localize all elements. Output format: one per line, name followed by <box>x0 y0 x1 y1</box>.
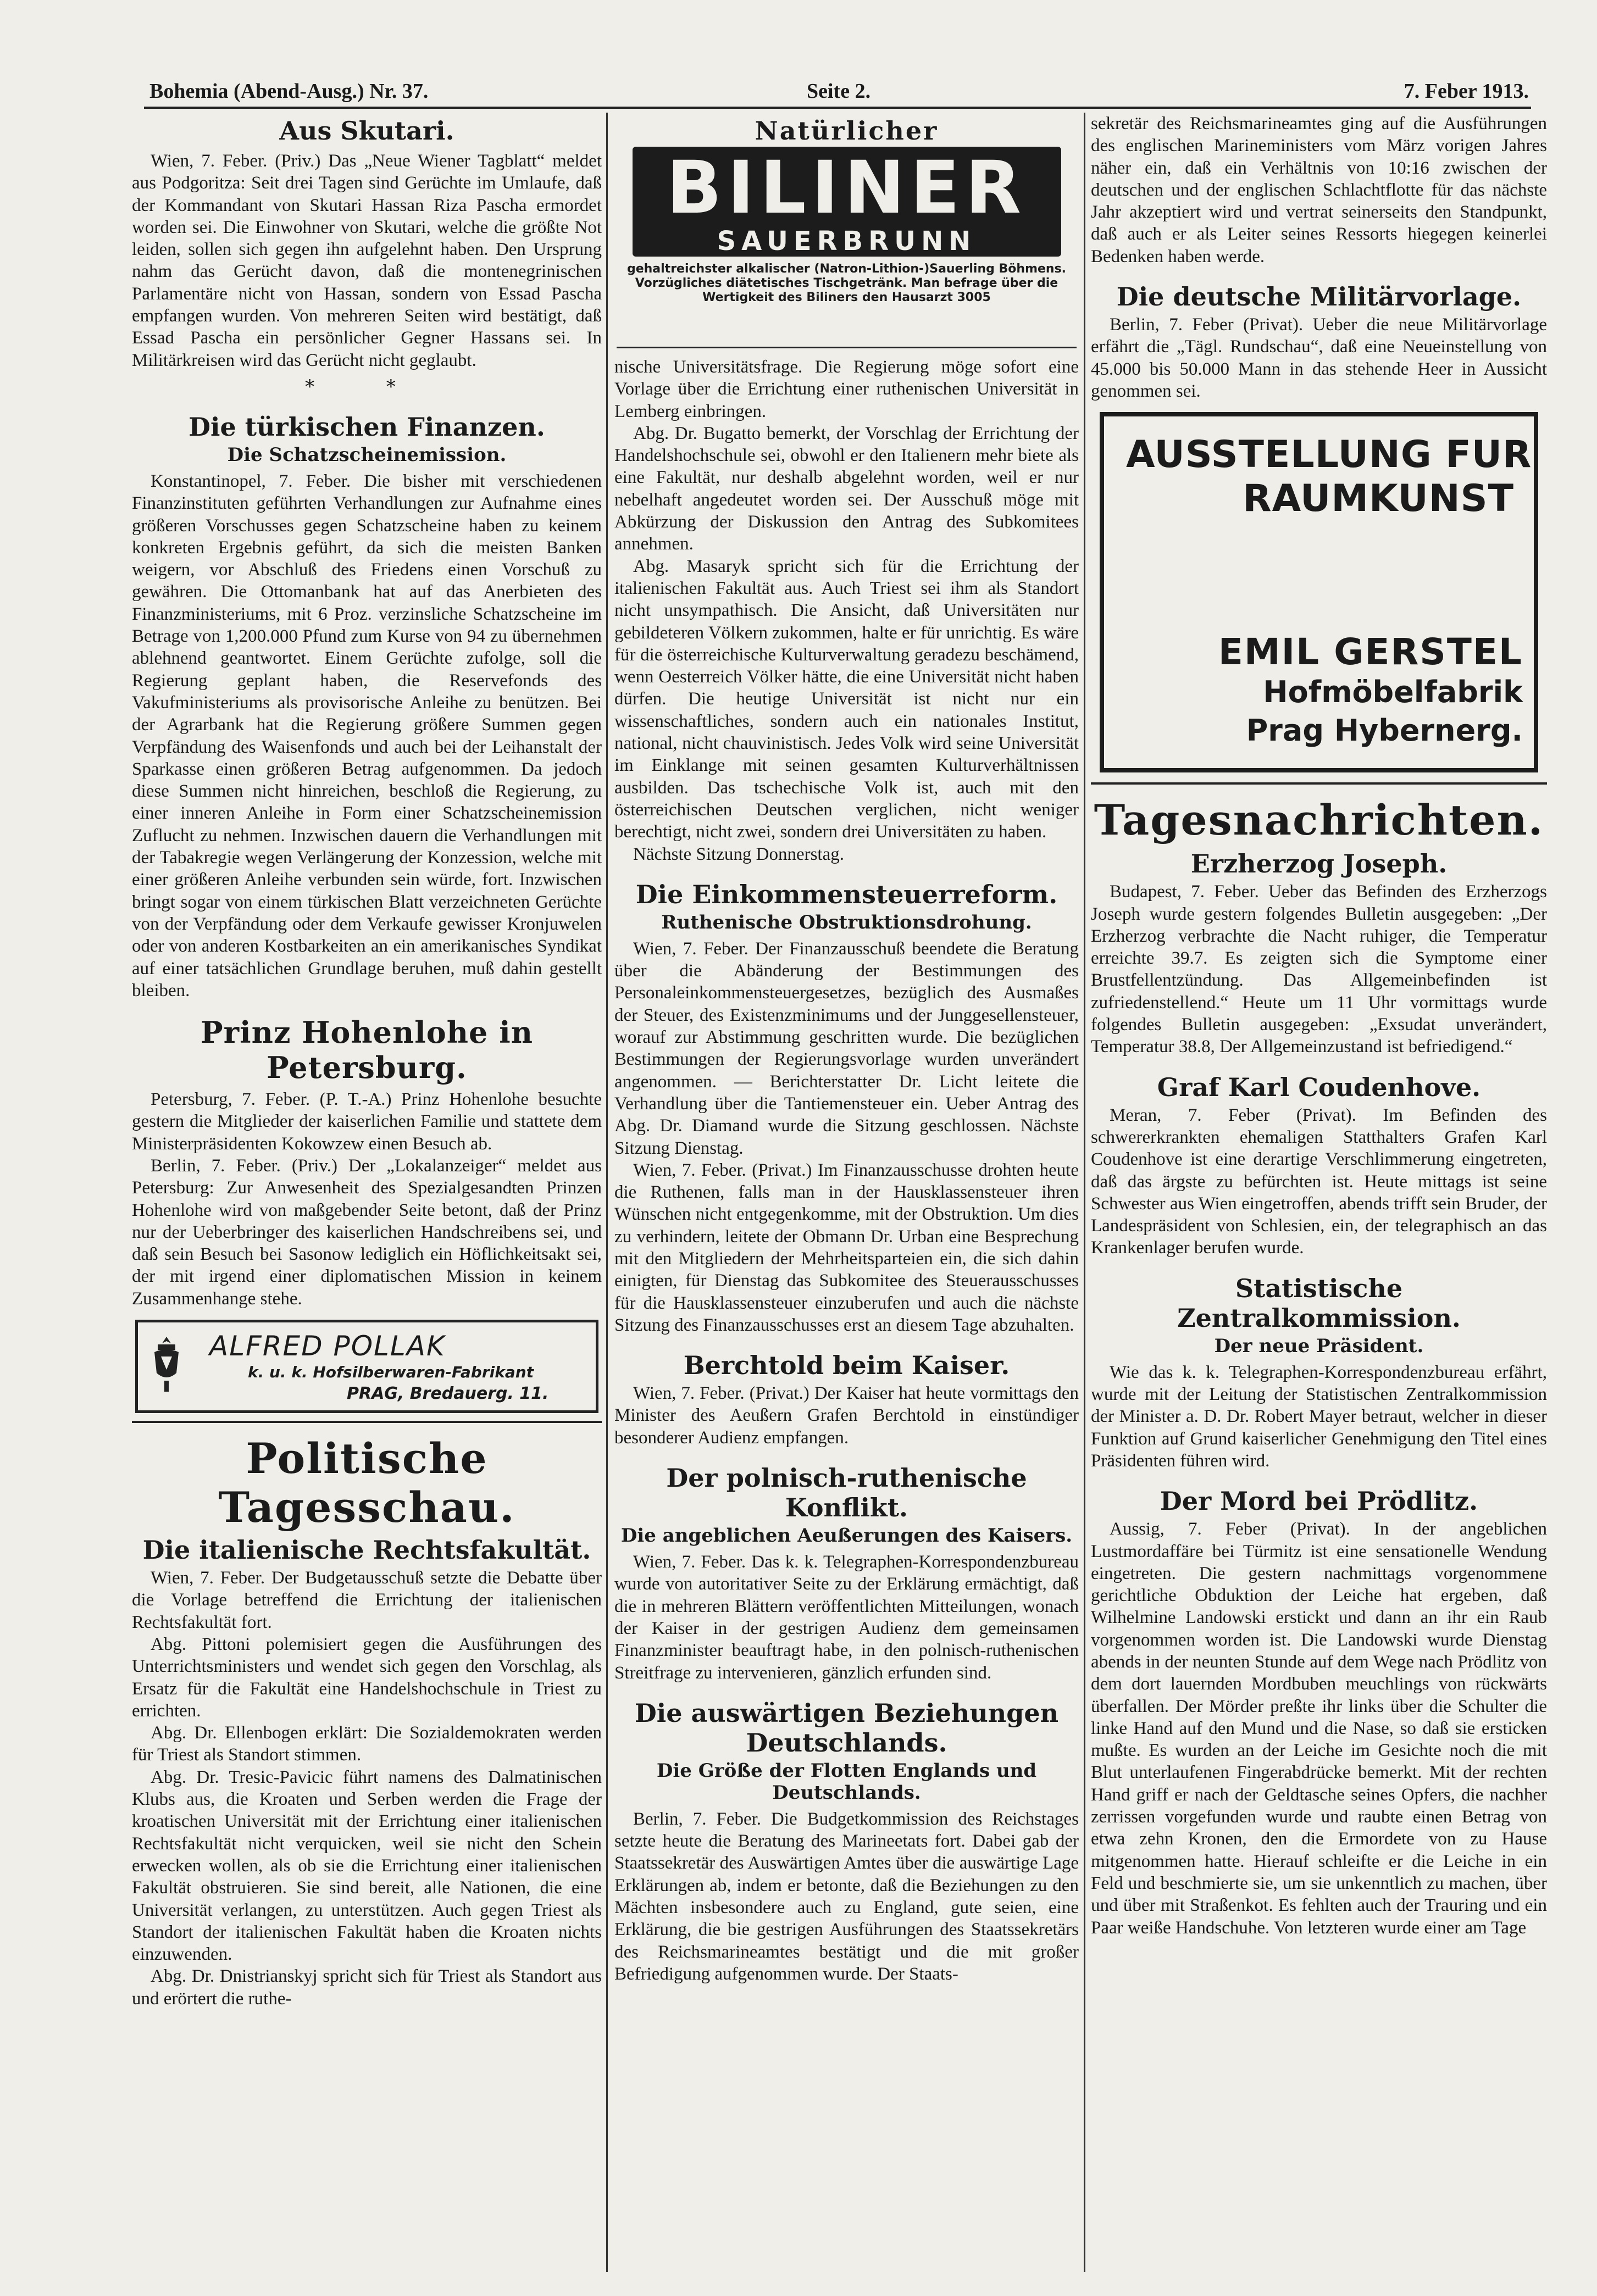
article-title-beziehungen: Die auswärtigen Beziehungen Deutschlands. <box>634 1698 1059 1758</box>
article-text-rechtsfakultaet-1: Wien, 7. Feber. Der Budgetausschuß setzte die Debatte über die Vorlage betreffend die Errichtung der italienischen Rechtsfakultät fort. <box>132 1568 602 1632</box>
section-rule <box>132 1421 602 1423</box>
article-text-hohenlohe-2: Berlin, 7. Feber. (Priv.) Der „Lokalanzeiger“ meldet aus Petersburg: Zur Anwesenheit des Spezialgesandten Prinzen Hohenlohe wird von maßgebender Seite betont, daß der Prinz nur der Ueberbringer des kaiserlichen Handschreibens sei, und daß sein Besuch bei Sasonow lediglich ein Höflichkeitsakt sei, der mit irgend einer diplomatischen Mission in keinem Zusammenhange stehe. <box>132 1155 602 1309</box>
article-text-rechtsfakultaet-2: Abg. Pittoni polemisiert gegen die Ausführungen des Unterrichtsministers und wendet sich gegen den Vorschlag, als Ersatz für die Fakultät eine Handelshochschule in Triest zu errichten. <box>132 1634 602 1721</box>
ad-pollak-name: ALFRED POLLAK <box>209 1330 446 1363</box>
article-text-universitaet-cont: nische Universitätsfrage. Die Regierung möge sofort eine Vorlage über die Errichtung einer ruthenischen Universität in Lemberg einbringen. <box>614 357 1079 421</box>
section-rule <box>1091 782 1547 785</box>
header-date: 7. Feber 1913. <box>1404 80 1529 103</box>
article-text-einkommen-2: Wien, 7. Feber. (Privat.) Im Finanzausschusse drohten heute die Ruthenen, falls man in der Hausklassensteuer ihren Wünschen nicht entgegenkomme, mit der Obstruktion. Um dies zu verhindern, leitete der Obmann Dr. Urban eine Besprechung mit den Mitgliedern der Mehrheitsparteien ein, die sich dahin einigten, für Dienstag das Subkomitee des Steuerausschusses für die Hausklassensteuer einzuberufen und auch die nächste Sitzung des Finanzausschusses erst an diesem Tage abzuhalten. <box>614 1160 1079 1335</box>
header-rule <box>144 107 1531 109</box>
ad-pollak <box>135 1320 598 1413</box>
article-text-joseph: Budapest, 7. Feber. Ueber das Befinden des Erzherzogs Joseph wurde gestern folgendes Bulletin ausgegeben: „Der Erzherzog verbrachte die Nacht ruhiger, die Temperatur erreichte 39.7. Es zeigten sich die Symptome einer Brustfellentzündung. Das Allgemeinbefinden ist zufriedenstellend.“ Heute um 11 Uhr vormittags wurde folgendes Bulletin ausgegeben: „Exsudat unverändert, Temperatur 38.8, Der Allgemeinzustand ist befriedigend.“ <box>1091 882 1547 1057</box>
column-rule-2 <box>1084 113 1085 2272</box>
article-text-hohenlohe-1: Petersburg, 7. Feber. (P. T.-A.) Prinz Hohenlohe besuchte gestern die Mitglieder der kaiserlichen Familie und stattete dem Ministerpräsidenten Kokowzew einen Besuch ab. <box>132 1089 602 1154</box>
article-text-finanzen: Konstantinopel, 7. Feber. Die bisher mit verschiedenen Finanzinstituten geführten Verhandlungen zur Aufnahme eines größeren Vorschusses gegen Schatzscheine haben zu keinem konkreten Ergebnis geführt, da sich die meisten Banken weigern, vor Abschluß des Friedens einen Vorschuß zu gewähren. Die Ottomanbank hat auf das Anerbieten des Finanzministeriums, mit 6 Proz. verzinsliche Schatzscheine im Betrage von 1,200.000 Pfund zum Kurse von 94 zu übernehmen ablehnend geantwortet. Einem Gerüchte zufolge, soll die Regierung geplant haben, die Reservefonds des Vakufministeriums als provisorische Anleihe zu benützen. Bei der Agrarbank hat die Regierung größere Summen gegen Verpfändung des Waisenfonds und auch bei der Leihanstalt der Sparkasse einen größeren Betrag aufgenommen. Da jedoch diese Summen nicht hinreichen, beschloß die Regierung, zu einer inneren Anleihe in Form einer Schatzscheinemission Zuflucht zu nehmen. Inzwischen dauern die Verhandlungen mit der Tabakregie wegen Verlängerung der Konzession, welche mit einer größeren Anleihe verbunden sein würde, fort. Inzwischen bringt sogar von einem türkischen Blatt verzeichneten Gerüchte von der Verpfändung oder dem Verkaufe gewisser Kronjuwelen oder von anderen Kostbarkeiten an ein amerikanisches Syndikat auf einer tatsächlichen Grundlage beruhen, muß dahin gestellt bleiben. <box>132 471 602 1000</box>
page-header <box>149 70 1529 109</box>
article-text-rechtsfakultaet-4: Abg. Dr. Tresic-Pavicic führt namens des Dalmatinischen Klubs aus, die Kroaten und Serben werden die Frage der kroatischen Universität mit der Errichtung einer italienischen Rechtsfakultät nicht verquicken, weil sie nicht den Schein erwecken wollen, als ob sie die Errichtung einer italienischen Fakultät obstruieren. Sie sind bereit, alle Nationen, die eine Universität verlangen, zu unterstützen. Auch gegen Triest als Standort der italienischen Fakultät haben die Kroaten nichts einzuwenden. <box>132 1767 602 1965</box>
article-subtitle-einkommen: Ruthenische Obstruktionsdrohung. <box>661 911 1032 933</box>
ad-biliner-name: BILINER <box>666 146 1027 230</box>
ad-pollak-line2: k. u. k. Hofsilberwaren-Fabrikant <box>248 1363 534 1382</box>
article-title-mord: Der Mord bei Prödlitz. <box>1160 1486 1478 1516</box>
separator-stars: * * <box>305 375 429 398</box>
column-3 <box>1091 113 1547 2280</box>
article-subtitle-statistik: Der neue Präsident. <box>1214 1335 1424 1357</box>
column-1 <box>132 113 602 2280</box>
ad-gerstel-company: Hofmöbelfabrik <box>1263 675 1523 710</box>
article-text-rechtsfakultaet-3: Abg. Dr. Ellenbogen erklärt: Die Sozialdemokraten werden für Triest als Standort stimmen. <box>132 1723 602 1765</box>
section-title-tagesschau: Politische Tagesschau. <box>218 1434 515 1532</box>
ad-gerstel <box>1100 412 1538 772</box>
article-title-coudenhove: Graf Karl Coudenhove. <box>1157 1072 1481 1102</box>
section-title-tagesnachrichten: Tagesnachrichten. <box>1094 796 1544 845</box>
article-title-einkommen: Die Einkommensteuerreform. <box>635 879 1058 909</box>
ad-biliner-sub: SAUERBRUNN <box>717 226 977 257</box>
article-text-berchtold: Wien, 7. Feber. (Privat.) Der Kaiser hat heute vormittags den Minister des Aeußern Grafen Berchtold in einstündiger besonderer Audienz empfangen. <box>614 1383 1079 1448</box>
article-title-militaer: Die deutsche Militärvorlage. <box>1116 282 1522 312</box>
article-title-konflikt: Der polnisch-ruthenische Konflikt. <box>666 1463 1027 1523</box>
article-text-statistik: Wie das k. k. Telegraphen-Korrespondenzbureau erfährt, wurde mit der Leitung der Statistischen Zentralkommission der Minister a. D. Dr. Robert Mayer betraut, welcher in dieser Funktion auf Grund kaiserlicher Genehmigung den Titel eines Präsidenten führen wird. <box>1091 1362 1547 1471</box>
article-title-statistik: Statistische Zentralkommission. <box>1177 1273 1461 1333</box>
ad-gerstel-address: Prag Hybernerg. <box>1246 713 1523 748</box>
article-title-berchtold: Berchtold beim Kaiser. <box>683 1350 1010 1381</box>
crown-eagle-icon <box>150 1335 183 1395</box>
ad-gerstel-name: EMIL GERSTEL <box>1218 631 1523 674</box>
ad-pollak-line3: PRAG, Bredauerg. 11. <box>347 1384 549 1404</box>
ad-biliner <box>617 116 1077 348</box>
article-text-universitaet-3: Abg. Masaryk spricht sich für die Errichtung der italienischen Fakultät aus. Auch Triest sei ihm als Standort nicht unsympathisch. Die Ansicht, daß Universitäten nur gebildeteren Völkern zukommen, halte er für unrichtig. Es wäre für die österreichische Kulturverwaltung geradezu beschämend, wenn Oesterreich Völker hätte, die eine Universität nicht haben dürfen. Die heutige Universität ist nicht nur ein wissenschaftliches, sondern auch ein nationales Institut, national, nicht chauvinistisch. Jedes Volk wird seine Universität im Einklange mit seinen gesamten Kulturverhältnissen ausbilden. Das tschechische Volk ist, auch mit den österreichischen Deutschen verglichen, nicht weniger berechtigt, nicht zwei, sondern drei Universitäten zu haben. <box>614 556 1079 842</box>
article-text-coudenhove: Meran, 7. Feber (Privat). Im Befinden des schwererkrankten ehemaligen Statthalters Grafen Karl Coudenhove ist eine derartige Verschlimmerung eingetreten, daß das ärgste zu befürchten ist. Heute mittags ist seine Schwester aus Wien eingetroffen, abends trifft sein Bruder, der Landespräsident von Schlesien, ein, der telegraphisch an das Krankenlager berufen wurde. <box>1091 1105 1547 1258</box>
article-title-hohenlohe: Prinz Hohenlohe in Petersburg. <box>201 1015 533 1086</box>
article-title-rechtsfakultaet: Die italienische Rechtsfakultät. <box>142 1535 591 1565</box>
article-text-rechtsfakultaet-5: Abg. Dr. Dnistrianskyj spricht sich für Triest als Standort aus und erörtert die ruthe- <box>132 1966 602 2009</box>
header-page-number: Seite 2. <box>807 80 871 103</box>
article-text-mord: Aussig, 7. Feber (Privat). In der angeblichen Lustmordaffäre bei Türmitz ist eine sensationelle Wendung eingetreten. Die gestern nachmittags vorgenommene gerichtliche Obduktion der Leiche hat ergeben, daß Wilhelmine Landowski erstickt und dann an ihr ein Raub vorgenommen worden ist. Die Landowski wurde Dienstag abends in der neunten Stunde auf dem Wege nach Prödlitz von dem dort lauernden Mordbuben meuchlings von rückwärts überfallen. Der Mörder preßte ihr links über die Schulter die linke Hand auf den Mund und die Nase, so daß sie ersticken mußte. Es wurden an der Leiche im Gesichte noch die mit Blut unterlaufenen Fingerabdrücke bemerkt. Mit der rechten Hand griff er nach der Geldtasche seines Opfers, die nachher zerrissen vorgefunden wurde und raubte einen Betrag von etwa zehn Kronen, den die Ermordete von zu Hause mitgenommen hatte. Hierauf schleifte er die Leiche in ein Feld und beschmierte sie, um sie unkenntlich zu machen, über und über mit Straßenkot. Es fehlten auch der Trauring und ein Paar weiße Handschuhe. Von letzteren wurde einer am Tage <box>1091 1519 1547 1938</box>
article-text-beziehungen: Berlin, 7. Feber. Die Budgetkommission des Reichstages setzte heute die Beratung des Marineetats fort. Dabei gab der Staatssekretär des Auswärtigen Amtes über die auswärtige Lage Erklärungen ab, indem er betonte, daß die Beziehungen zu den Mächten insbesondere auch zu England, gute seien, eine Erklärung, die bie gestrigen Ausführungen des Staatssekretärs des Reichsmarineamtes bestätigt und die mit großer Befriedigung aufgenommen wurde. Der Staats- <box>614 1809 1079 1984</box>
article-text-universitaet-4: Nächste Sitzung Donnerstag. <box>633 844 844 864</box>
article-text-konflikt: Wien, 7. Feber. Das k. k. Telegraphen-Korrespondenzbureau wurde von autoritativer Seite zu der Erklärung ermächtigt, daß die in mehreren Blättern veröffentlichten Mitteilungen, wonach der Kaiser in der gestrigen Audienz dem gemeinsamen Finanzminister beauftragt habe, in den polnisch-ruthenischen Streitfrage zu intervenieren, gänzlich erfunden sind. <box>614 1552 1079 1683</box>
article-text-flotte-cont: sekretär des Reichsmarineamtes ging auf die Ausführungen des englischen Marineministers vom März vorigen Jahres näher ein, daß ein Verhältnis von 10:16 zwischen der deutschen und der englischen Schlachtflotte für das nächste Jahr akzeptiert wird und vertrat seinerseits den Standpunkt, daß auch er als Leiter seines Ressorts hiegegen keinerlei Bedenken haben werde. <box>1091 114 1547 266</box>
article-title-skutari: Aus Skutari. <box>279 116 454 146</box>
article-subtitle-finanzen: Die Schatzscheinemission. <box>227 443 507 466</box>
article-subtitle-beziehungen: Die Größe der Flotten Englands und Deutschlands. <box>656 1759 1037 1804</box>
article-text-militaer: Berlin, 7. Feber (Privat). Ueber die neue Militärvorlage erfährt die „Tägl. Rundschau“, daß eine Neueinstellung von 45.000 bis 50.000 Mann in das stehende Heer in Aussicht genommen sei. <box>1091 315 1547 401</box>
column-rule-1 <box>606 113 608 2272</box>
ad-biliner-box <box>633 147 1061 257</box>
article-text-universitaet-2: Abg. Dr. Bugatto bemerkt, der Vorschlag der Errichtung der Handelshochschule sei, obwohl er den Italienern mehr biete als eine Fakultät, nur deshalb abgelehnt worden, weil er nur nebelhaft angedeutet worden sei. Der Ausschuß möge mit Abkürzung der Diskussion den Antrag des Subkomitees annehmen. <box>614 423 1079 554</box>
ad-biliner-note: gehaltreichster alkalischer (Natron-Lithion-)Sauerling Böhmens. Vorzügliches diätetisches Tischgetränk. Man befrage über die Wertigkeit des Biliners den Hausarzt 3005 <box>626 262 1067 304</box>
article-title-finanzen: Die türkischen Finanzen. <box>188 412 545 442</box>
ad-gerstel-line1: AUSSTELLUNG FUR <box>1126 433 1532 477</box>
article-title-joseph: Erzherzog Joseph. <box>1190 849 1448 879</box>
header-masthead: Bohemia (Abend-Ausg.) Nr. 37. <box>149 80 429 103</box>
column-2 <box>614 113 1079 2280</box>
article-text-einkommen-1: Wien, 7. Feber. Der Finanzausschuß beendete die Beratung über die Abänderung der Bestimmungen des Personaleinkommensteuergesetzes, bezüglich des Ausmaßes der Steuer, des Existenzminimums und der Junggesellensteuer, worauf zur Abstimmung geschritten wurde. Die bezüglichen Bestimmungen der Regierungsvorlage wurden unverändert angenommen. — Berichterstatter Dr. Licht leitete die Verhandlung über die Tantiemensteuer ein. Ueber Antrag des Abg. Dr. Diamand wurde die Sitzung geschlossen. Nächste Sitzung Dienstag. <box>614 938 1079 1158</box>
ad-gerstel-line2: RAUMKUNST <box>1243 477 1514 521</box>
article-text-skutari: Wien, 7. Feber. (Priv.) Das „Neue Wiener Tagblatt“ meldet aus Podgoritza: Seit drei Tagen sind Gerüchte im Umlaufe, daß der Kommandant von Skutari Hassan Riza Pascha ermordet worden sei. Die Einwohner von Skutari, welche die größte Not leiden, sollen sich gegen ihn aufgelehnt haben. Den Ursprung nahm das Gerücht davon, daß die montenegrinischen Parlamentäre nicht von Hassan, sondern von Essad Pascha empfangen wurden. Von mehreren Seiten wird bestätigt, daß Essad Pascha ein persönlicher Gegner Hassans sei. In Militärkreisen wird das Gerücht nicht geglaubt. <box>132 151 602 370</box>
ad-biliner-top: Natürlicher <box>755 116 939 146</box>
article-subtitle-konflikt: Die angeblichen Aeußerungen des Kaisers. <box>620 1525 1073 1547</box>
